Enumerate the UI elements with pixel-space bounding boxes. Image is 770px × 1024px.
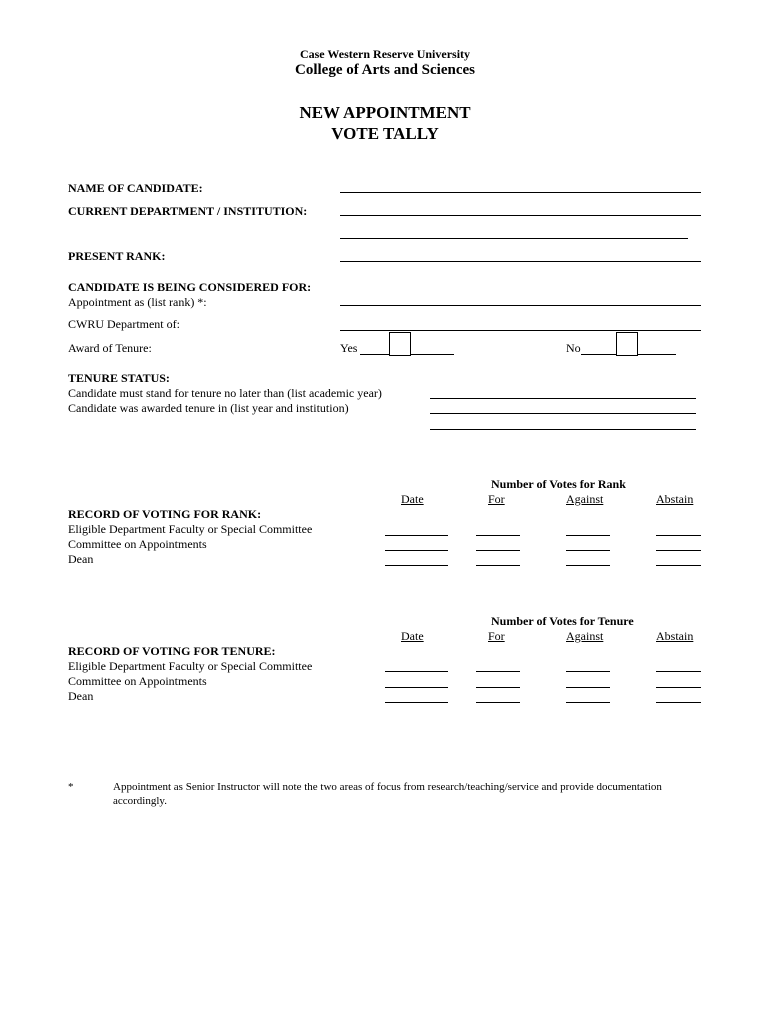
tenure-no-checkbox[interactable] (616, 332, 638, 356)
college-name: College of Arts and Sciences (295, 62, 475, 78)
tenure-date-field[interactable] (385, 671, 448, 672)
tenure-date-field[interactable] (385, 702, 448, 703)
present-rank-label: PRESENT RANK: (68, 249, 166, 263)
cwru-department-label: CWRU Department of: (68, 317, 180, 331)
tenure-row-label: Committee on Appointments (68, 674, 207, 688)
rank-abstain-field[interactable] (656, 550, 701, 551)
tenure-awarded-field-2[interactable] (430, 429, 696, 430)
appointment-rank-field[interactable] (340, 305, 701, 306)
cwru-department-field[interactable] (340, 330, 701, 331)
tenure-abstain-field[interactable] (656, 702, 701, 703)
rank-col-date: Date (401, 492, 424, 506)
university-name: Case Western Reserve University (299, 47, 471, 61)
rank-date-field[interactable] (385, 565, 448, 566)
rank-abstain-field[interactable] (656, 565, 701, 566)
rank-abstain-field[interactable] (656, 535, 701, 536)
tenure-abstain-field[interactable] (656, 687, 701, 688)
rank-row-label: Dean (68, 552, 94, 566)
rank-date-field[interactable] (385, 550, 448, 551)
tenure-stand-label: Candidate must stand for tenure no later than (list academic year) (68, 386, 382, 400)
tenure-for-field[interactable] (476, 671, 520, 672)
rank-col-against: Against (566, 492, 604, 506)
tenure-col-abstain: Abstain (656, 629, 694, 643)
current-department-label: CURRENT DEPARTMENT / INSTITUTION: (68, 204, 308, 218)
award-of-tenure-label: Award of Tenure: (68, 341, 152, 355)
rank-for-field[interactable] (476, 550, 520, 551)
tenure-votes-heading: Number of Votes for Tenure (491, 614, 634, 628)
form-title-line2: VOTE TALLY (331, 124, 439, 143)
considered-for-heading: CANDIDATE IS BEING CONSIDERED FOR: (68, 280, 312, 294)
form-title-line1: NEW APPOINTMENT (299, 103, 471, 122)
rank-against-field[interactable] (566, 535, 610, 536)
rank-row-label: Committee on Appointments (68, 537, 207, 551)
rank-row-label: Eligible Department Faculty or Special Committee (68, 522, 313, 536)
tenure-for-field[interactable] (476, 702, 520, 703)
rank-for-field[interactable] (476, 565, 520, 566)
candidate-name-label: NAME OF CANDIDATE: (68, 181, 203, 195)
tenure-abstain-field[interactable] (656, 671, 701, 672)
tenure-no-label: No (566, 341, 581, 355)
rank-against-field[interactable] (566, 550, 610, 551)
tenure-against-field[interactable] (566, 687, 610, 688)
footnote-marker: * (68, 781, 74, 793)
appointment-rank-label: Appointment as (list rank) *: (68, 295, 207, 309)
tenure-col-for: For (488, 629, 505, 643)
tenure-row-label: Dean (68, 689, 94, 703)
current-department-field-2[interactable] (340, 238, 688, 239)
rank-col-abstain: Abstain (656, 492, 694, 506)
rank-against-field[interactable] (566, 565, 610, 566)
tenure-row-label: Eligible Department Faculty or Special Committee (68, 659, 313, 673)
tenure-against-field[interactable] (566, 671, 610, 672)
rank-col-for: For (488, 492, 505, 506)
tenure-against-field[interactable] (566, 702, 610, 703)
current-department-field[interactable] (340, 215, 701, 216)
tenure-col-against: Against (566, 629, 604, 643)
tenure-yes-label: Yes (340, 341, 358, 355)
rank-for-field[interactable] (476, 535, 520, 536)
tenure-for-field[interactable] (476, 687, 520, 688)
rank-voting-heading: RECORD OF VOTING FOR RANK: (68, 507, 262, 521)
tenure-status-heading: TENURE STATUS: (68, 371, 170, 385)
tenure-awarded-label: Candidate was awarded tenure in (list year and institution) (68, 401, 349, 415)
present-rank-field[interactable] (340, 261, 701, 262)
candidate-name-field[interactable] (340, 192, 701, 193)
footnote-text-line2: accordingly. (113, 795, 167, 807)
footnote-text-line1: Appointment as Senior Instructor will note the two areas of focus from research/teaching/service and provide documentation (113, 781, 662, 793)
tenure-col-date: Date (401, 629, 424, 643)
tenure-voting-heading: RECORD OF VOTING FOR TENURE: (68, 644, 276, 658)
tenure-awarded-field[interactable] (430, 413, 696, 414)
rank-votes-heading: Number of Votes for Rank (491, 477, 626, 491)
rank-date-field[interactable] (385, 535, 448, 536)
tenure-stand-field[interactable] (430, 398, 696, 399)
tenure-date-field[interactable] (385, 687, 448, 688)
tenure-yes-checkbox[interactable] (389, 332, 411, 356)
